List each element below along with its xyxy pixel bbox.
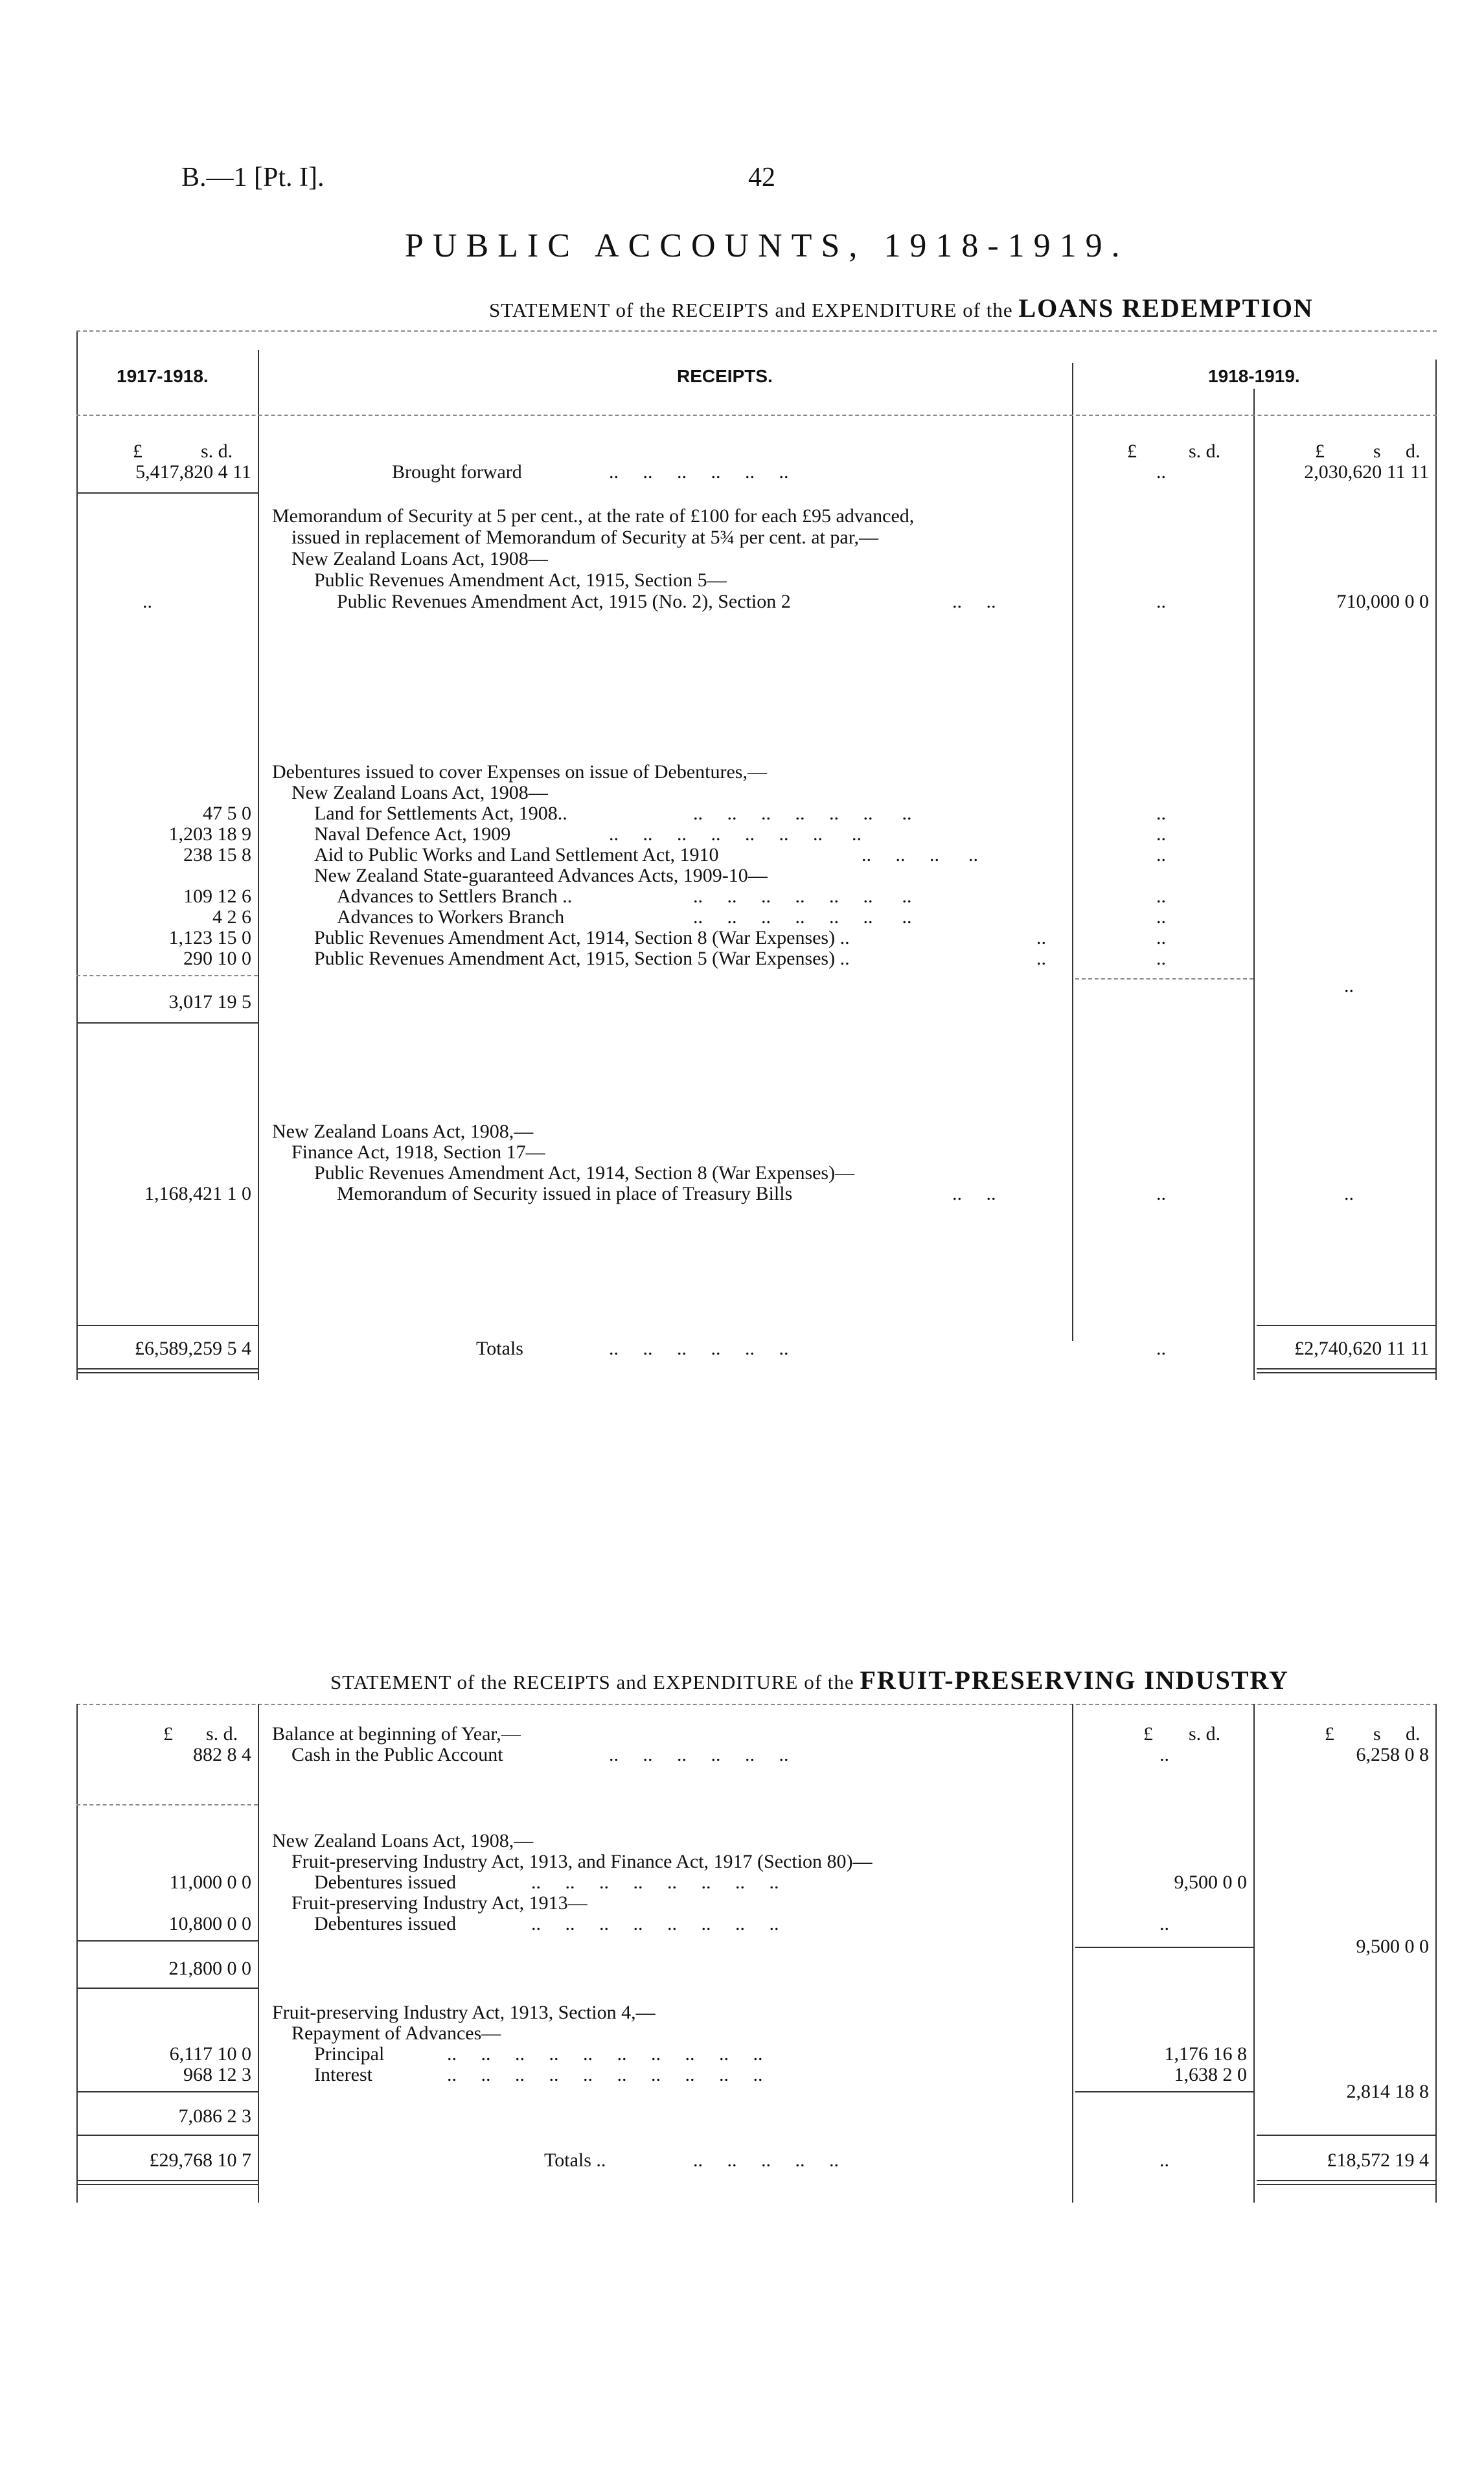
debenture-line: New Zealand Loans Act, 1908— <box>291 782 548 803</box>
repayment-mid: 1,638 2 0 <box>1174 2064 1247 2085</box>
memo-curr: 710,000 0 0 <box>1336 591 1429 612</box>
sum-rule <box>1075 2091 1253 2092</box>
memo-line: Public Revenues Amendment Act, 1915 (No. 2), Section 2 <box>337 591 791 612</box>
memo-line: issued in replacement of Memorandum of Security at 5¾ per cent. at par,— <box>291 527 879 548</box>
table-border <box>1435 1704 1437 2203</box>
sum-rule <box>1257 2135 1435 2136</box>
repayment-mid: 1,176 16 8 <box>1164 2043 1247 2065</box>
fruit-statement-bold: FRUIT-PRESERVING INDUSTRY <box>860 1666 1289 1695</box>
total-rule <box>1257 2180 1435 2181</box>
debenture-mid: .. <box>1156 886 1166 907</box>
unit-sd: s. d. <box>1189 441 1221 462</box>
loans-totals-curr: £2,740,620 11 11 <box>1294 1338 1429 1359</box>
repayment-line: Repayment of Advances— <box>291 2023 501 2044</box>
table-rule <box>76 1704 1437 1705</box>
fruit-totals-label: Totals .. <box>544 2149 606 2171</box>
unit-s: s <box>1373 441 1381 462</box>
debenture-subtotal-prev: 3,017 19 5 <box>168 991 251 1013</box>
leader-dots: .. .. .. .. .. .. .. <box>693 906 912 928</box>
debenture-prev: 290 10 0 <box>183 948 251 969</box>
leader-dots: .. .. <box>952 591 996 612</box>
fruit-statement-prefix: STATEMENT of the RECEIPTS and EXPENDITURE of the <box>330 1671 854 1693</box>
finance-curr: .. <box>1344 1183 1354 1204</box>
table-border <box>1435 360 1437 1380</box>
total-rule <box>1257 1368 1435 1370</box>
sum-rule <box>76 1988 258 1989</box>
unit-pound: £ <box>1127 441 1137 462</box>
loans-totals-label: Totals <box>476 1338 523 1359</box>
unit-pound: £ <box>1315 441 1325 462</box>
repayment-prev: 6,117 10 0 <box>169 2043 251 2065</box>
loans-totals-prev: £6,589,259 5 4 <box>135 1338 251 1359</box>
sum-rule <box>76 2091 258 2092</box>
memo-mid: .. <box>1156 591 1166 612</box>
debenture-prev: 109 12 6 <box>183 886 251 907</box>
fruit-loans-line: New Zealand Loans Act, 1908,— <box>272 1830 534 1851</box>
finance-line: Public Revenues Amendment Act, 1914, Section 8 (War Expenses)— <box>314 1162 855 1184</box>
loans-totals-mid: .. <box>1156 1338 1166 1359</box>
unit-pound: £ <box>1143 1723 1153 1745</box>
repayment-line: Principal <box>314 2043 385 2065</box>
debenture-mid: .. <box>1156 803 1166 824</box>
fruit-loans-mid: .. <box>1159 1913 1169 1934</box>
repayment-curr: 2,814 18 8 <box>1346 2081 1429 2102</box>
repayment-subtotal-prev: 7,086 2 3 <box>178 2105 251 2127</box>
table-border <box>1072 1704 1073 2203</box>
memo-line: Memorandum of Security at 5 per cent., at the rate of £100 for each £95 advanced, <box>272 505 915 527</box>
finance-mid: .. <box>1156 1183 1166 1204</box>
brought-forward-curr: 2,030,620 11 11 <box>1304 461 1429 483</box>
fruit-totals-mid: .. <box>1159 2149 1169 2171</box>
unit-d: d. <box>1406 441 1421 462</box>
fruit-loans-line: Fruit-preserving Industry Act, 1913, and Finance Act, 1917 (Section 80)— <box>291 1851 873 1872</box>
total-rule <box>1257 2184 1435 2185</box>
repayment-prev: 968 12 3 <box>183 2064 251 2085</box>
sum-rule <box>76 975 258 976</box>
leader-dots: .. .. .. .. .. .. .. .. <box>609 823 862 845</box>
brought-forward-label: Brought forward <box>392 461 522 483</box>
leader-dots: .. <box>1036 927 1046 948</box>
debenture-line: Public Revenues Amendment Act, 1915, Section 5 (War Expenses) .. <box>314 948 850 969</box>
fruit-loans-subtotal-prev: 21,800 0 0 <box>168 1958 251 1979</box>
leader-dots: .. .. .. .. .. .. .. .. .. .. <box>447 2043 763 2065</box>
debenture-mid: .. <box>1156 823 1166 845</box>
memo-prev: .. <box>143 591 152 612</box>
unit-s: s <box>1373 1723 1381 1745</box>
unit-sd: s. d. <box>1189 1723 1221 1745</box>
debenture-line: Advances to Workers Branch <box>337 906 565 928</box>
total-rule <box>76 1368 258 1370</box>
sum-rule <box>1075 1947 1253 1948</box>
finance-prev: 1,168,421 1 0 <box>144 1183 251 1204</box>
debenture-prev: 47 5 0 <box>203 803 251 824</box>
sum-rule <box>76 1022 258 1024</box>
total-rule <box>76 2180 258 2181</box>
page-number: 42 <box>748 163 775 192</box>
memo-line: New Zealand Loans Act, 1908— <box>291 548 548 569</box>
fruit-loans-line: Fruit-preserving Industry Act, 1913— <box>291 1892 588 1914</box>
leader-dots: .. .. <box>952 1183 996 1204</box>
leader-dots: .. .. .. .. .. .. .. .. .. .. <box>447 2064 763 2085</box>
debenture-mid: .. <box>1156 927 1166 948</box>
brought-forward-mid: .. <box>1156 461 1166 483</box>
brought-forward-prev: 5,417,820 4 11 <box>135 461 251 483</box>
debenture-prev: 238 15 8 <box>183 844 251 865</box>
table-border <box>258 1704 259 2203</box>
balance-line: Balance at beginning of Year,— <box>272 1723 521 1745</box>
table-border <box>258 350 259 1380</box>
leader-dots: .. .. .. .. .. .. .. <box>693 803 912 824</box>
fruit-loans-curr: 9,500 0 0 <box>1356 1936 1429 1957</box>
fruit-loans-mid: 9,500 0 0 <box>1174 1872 1247 1893</box>
sum-rule <box>76 2135 258 2136</box>
leader-dots: .. .. .. .. .. .. <box>609 1744 789 1765</box>
fruit-loans-prev: 11,000 0 0 <box>169 1872 251 1893</box>
debenture-curr: .. <box>1344 975 1354 996</box>
sum-rule <box>1257 1325 1435 1326</box>
unit-pound: £ <box>1325 1723 1334 1745</box>
repayment-line: Fruit-preserving Industry Act, 1913, Section 4,— <box>272 2002 656 2023</box>
column-header-1918-1919: 1918-1919. <box>1208 366 1300 386</box>
debenture-line: Public Revenues Amendment Act, 1914, Section 8 (War Expenses) .. <box>314 927 850 948</box>
fruit-loans-line: Debentures issued <box>314 1872 457 1893</box>
table-rule <box>76 415 1437 416</box>
loans-statement-bold: LOANS REDEMPTION <box>1018 293 1314 323</box>
leader-dots: .. .. .. .. .. <box>693 2149 839 2171</box>
sum-rule <box>76 1940 258 1942</box>
leader-dots: .. .. .. .. .. .. .. .. <box>531 1913 779 1934</box>
leader-dots: .. .. .. .. .. .. .. .. <box>531 1872 779 1893</box>
leader-dots: .. .. .. .. <box>862 844 978 865</box>
fruit-statement-heading <box>330 1665 1289 1695</box>
debenture-line: Debentures issued to cover Expenses on issue of Debentures,— <box>272 761 767 783</box>
leader-dots: .. <box>1036 948 1046 969</box>
debenture-line: New Zealand State-guaranteed Advances Acts, 1909-10— <box>314 865 768 886</box>
repayment-line: Interest <box>314 2064 372 2085</box>
finance-line: New Zealand Loans Act, 1908,— <box>272 1121 534 1142</box>
finance-line: Memorandum of Security issued in place of Treasury Bills <box>337 1183 793 1204</box>
debenture-prev: 4 2 6 <box>212 906 251 928</box>
fruit-totals-curr: £18,572 19 4 <box>1327 2149 1429 2171</box>
loans-statement-prefix: STATEMENT of the RECEIPTS and EXPENDITURE of the <box>489 299 1013 321</box>
debenture-line: Naval Defence Act, 1909 <box>314 823 511 845</box>
debenture-prev: 1,123 15 0 <box>168 927 251 948</box>
table-border <box>76 1704 78 2203</box>
leader-dots: .. .. .. .. .. .. <box>609 461 789 483</box>
total-rule <box>76 1372 258 1373</box>
page-title: PUBLIC ACCOUNTS, 1918-1919. <box>405 227 1129 264</box>
loans-statement-heading <box>489 293 1314 323</box>
debenture-mid: .. <box>1156 844 1166 865</box>
unit-pound: £ <box>133 441 143 462</box>
total-rule <box>76 2184 258 2185</box>
document-reference: B.—1 [Pt. I]. <box>181 163 325 192</box>
fruit-loans-line: Debentures issued <box>314 1913 457 1934</box>
fruit-totals-prev: £29,768 10 7 <box>149 2149 251 2171</box>
sum-rule <box>76 1325 258 1326</box>
table-border <box>1253 1704 1255 2203</box>
balance-line: Cash in the Public Account <box>291 1744 503 1765</box>
finance-line: Finance Act, 1918, Section 17— <box>291 1141 545 1163</box>
balance-mid: .. <box>1159 1744 1169 1765</box>
sum-rule <box>76 1804 258 1805</box>
unit-sd: s. d. <box>201 441 233 462</box>
debenture-line: Advances to Settlers Branch .. <box>337 886 573 907</box>
unit-d: d. <box>1406 1723 1421 1745</box>
sum-rule <box>76 492 258 494</box>
table-border <box>1072 363 1073 1341</box>
debenture-mid: .. <box>1156 948 1166 969</box>
debenture-mid: .. <box>1156 906 1166 928</box>
sum-rule <box>1075 978 1253 980</box>
leader-dots: .. .. .. .. .. .. .. <box>693 886 912 907</box>
debenture-prev: 1,203 18 9 <box>168 823 251 845</box>
balance-prev: 882 8 4 <box>193 1744 251 1765</box>
leader-dots: .. .. .. .. .. .. <box>609 1338 789 1359</box>
memo-line: Public Revenues Amendment Act, 1915, Section 5— <box>314 569 727 591</box>
fruit-loans-prev: 10,800 0 0 <box>168 1913 251 1934</box>
table-rule <box>76 330 1437 332</box>
column-header-1917-1918: 1917-1918. <box>117 366 209 386</box>
table-border <box>1253 389 1255 1380</box>
unit-pound: £ <box>163 1723 173 1745</box>
balance-curr: 6,258 0 8 <box>1356 1744 1429 1765</box>
total-rule <box>1257 1372 1435 1373</box>
unit-sd: s. d. <box>206 1723 238 1745</box>
debenture-line: Aid to Public Works and Land Settlement Act, 1910 <box>314 844 719 865</box>
column-header-receipts: RECEIPTS. <box>677 366 773 386</box>
debenture-line: Land for Settlements Act, 1908.. <box>314 803 567 824</box>
